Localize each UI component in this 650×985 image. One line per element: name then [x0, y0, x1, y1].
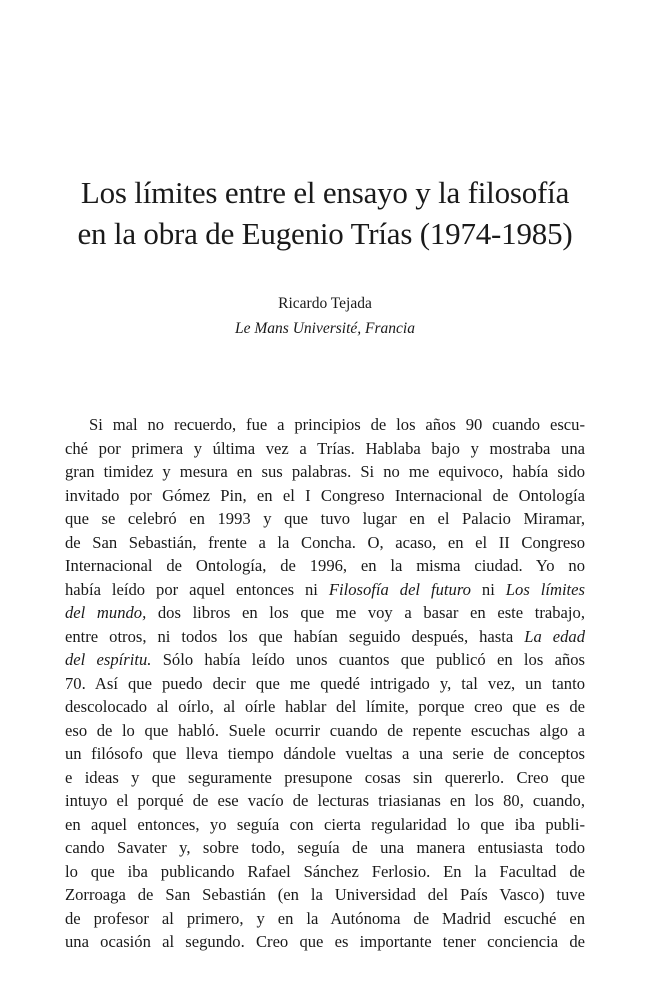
body-line: [65, 907, 585, 931]
body-text-run: lo que iba publicando Rafael Sánchez Ferlosio. En la Facultad de: [65, 861, 585, 881]
body-line: [65, 930, 585, 954]
body-text-run: intuyo el porqué de ese vacío de lecturas triasianas en los 80, cuando,: [65, 791, 585, 810]
article-title: [40, 172, 610, 254]
body-line: [65, 484, 585, 508]
body-line: [65, 460, 585, 484]
body-text-run: ché por primera y última vez a Trías. Hablaba bajo y mostraba una: [65, 438, 585, 458]
body-text-run: Sólo había leído unos cuantos que publicó en los años: [151, 650, 585, 669]
body-text-run: dos libros en los que me voy a basar en este trabajo,: [146, 603, 585, 622]
body-line: [65, 601, 585, 625]
body-line: [65, 719, 585, 743]
body-text-run: 70. Así que puedo decir que me quedé intrigado y, tal vez, un tanto: [65, 673, 585, 693]
body-line: [65, 648, 585, 672]
body-text-run: entre otros, ni todos los que habían seguido después, hasta: [65, 626, 525, 646]
body-line: [65, 883, 585, 907]
body-line: [65, 766, 585, 790]
body-line: [65, 742, 585, 766]
body-text-run: gran timidez y mesura en sus palabras. Si no me equivoco, había sido: [65, 462, 585, 481]
body-text-run: Si mal no recuerdo, fue a principios de los años 90 cuando escu-: [89, 415, 585, 434]
body-text-run: cando Savater y, sobre todo, seguía de una manera entusiasta todo: [65, 838, 585, 857]
italic-title-text: Filosofía del futuro: [328, 579, 471, 599]
body-text-run: de profesor al primero, y en la Autónoma de Madrid escuché en: [65, 908, 585, 928]
body-text-run: Zorroaga de San Sebastián (en la Universidad del País Vasco) tuve: [65, 885, 585, 904]
title-line-1: Los límites entre el ensayo y la filosofía: [80, 175, 570, 210]
italic-title-text: del mundo,: [65, 603, 147, 622]
author-name: Ricardo Tejada: [278, 295, 372, 312]
body-line: [65, 554, 585, 578]
body-line: [65, 695, 585, 719]
body-line: [65, 625, 585, 649]
body-text-run: había leído por aquel entonces ni: [65, 579, 329, 599]
body-text-run: ni: [470, 579, 506, 599]
body-line: [65, 437, 585, 461]
body-text-run: descolocado al oírlo, al oírle hablar del límite, porque creo que es de: [65, 697, 585, 716]
body-line: [65, 813, 585, 837]
body-line: [65, 413, 585, 437]
author-affiliation: Le Mans Université, Francia: [235, 320, 415, 337]
body-line: [65, 531, 585, 555]
body-text-run: de San Sebastián, frente a la Concha. O, acaso, en el II Congreso: [65, 532, 585, 552]
body-line: [65, 836, 585, 860]
body-paragraph: [65, 413, 585, 954]
title-line-2: en la obra de Eugenio Trías (1974-1985): [77, 216, 573, 251]
italic-title-text: del espíritu.: [65, 650, 152, 669]
body-text-run: eso de lo que habló. Suele ocurrir cuando de repente escuchas algo a: [65, 720, 585, 740]
body-line: [65, 860, 585, 884]
body-text-run: que se celebró en 1993 y que tuvo lugar en el Palacio Miramar,: [65, 509, 585, 528]
body-line: [65, 507, 585, 531]
body-text-run: Internacional de Ontología, de 1996, en la misma ciudad. Yo no: [65, 556, 585, 575]
body-text-run: invitado por Gómez Pin, en el I Congreso Internacional de Ontología: [65, 485, 585, 505]
author-block: [0, 291, 650, 341]
body-line: [65, 578, 585, 602]
body-text-run: en aquel entonces, yo seguía con cierta regularidad lo que iba publi-: [65, 814, 585, 834]
body-text-run: una ocasión al segundo. Creo que es importante tener conciencia de: [65, 932, 585, 951]
body-line: [65, 789, 585, 813]
body-text-run: un filósofo que lleva tiempo dándole vueltas a una serie de conceptos: [65, 744, 585, 763]
italic-title-text: La edad: [524, 626, 585, 646]
italic-title-text: Los límites: [505, 579, 585, 599]
body-text-run: e ideas y que seguramente presupone cosas sin quererlo. Creo que: [65, 767, 585, 787]
body-line: [65, 672, 585, 696]
